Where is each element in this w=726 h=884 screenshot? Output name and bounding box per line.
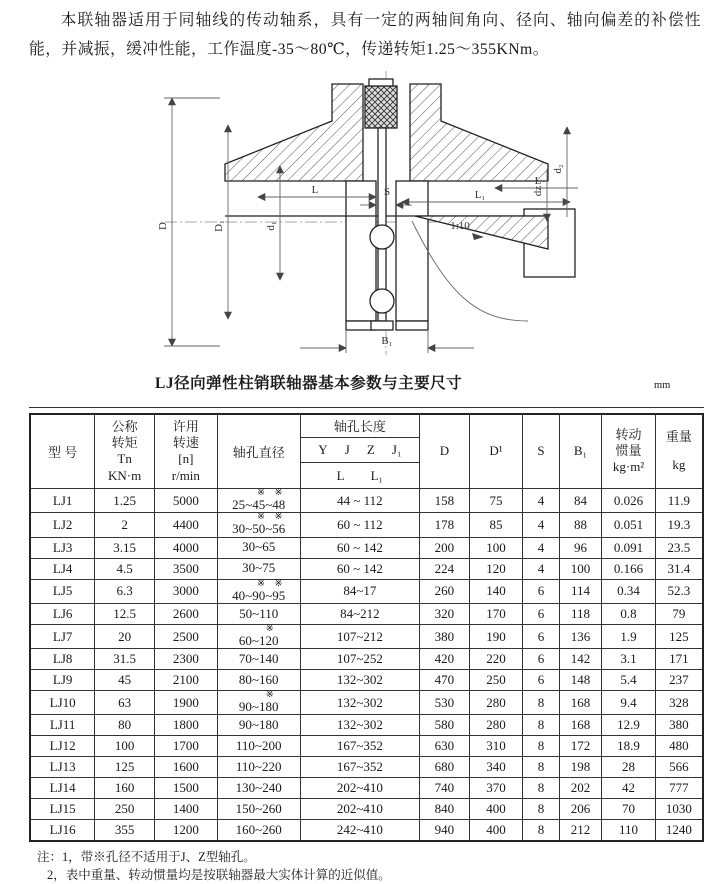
cell-bore — [217, 558, 300, 579]
cell-D: 158 — [420, 489, 470, 513]
bore-marks: ※ — [265, 623, 274, 634]
taper-wedge-section — [415, 216, 548, 249]
bore-value: 40~90~95 — [232, 587, 286, 603]
cell-length: 60 ~ 112 — [300, 513, 419, 537]
cell-D: 630 — [420, 736, 470, 757]
cell-speed: 1700 — [154, 736, 217, 757]
unit-label: mm — [654, 379, 671, 391]
cell-length: 84~17 — [300, 579, 419, 603]
cell-inertia: 18.9 — [602, 736, 656, 757]
cell-model: LJ2 — [30, 513, 95, 537]
cell-inertia: 5.4 — [602, 670, 656, 691]
cell-weight: 79 — [655, 603, 703, 624]
table-row — [30, 691, 703, 715]
cell-D1: 340 — [469, 757, 523, 778]
cell-speed: 3500 — [154, 558, 217, 579]
col-header-model: 型 号 — [30, 414, 95, 489]
cell-model: LJ15 — [30, 799, 95, 820]
cell-inertia: 12.9 — [602, 715, 656, 736]
cell-inertia: 0.026 — [602, 489, 656, 513]
bore-value: 130~240 — [235, 780, 282, 796]
cell-bore — [217, 579, 300, 603]
right-hub-foot — [396, 321, 428, 330]
cell-D: 200 — [420, 537, 470, 558]
table-row — [30, 715, 703, 736]
cell-model: LJ9 — [30, 670, 95, 691]
dim-label-L1: L₁ — [474, 188, 486, 201]
pin-cap — [369, 79, 393, 86]
cell-B1: 142 — [559, 649, 602, 670]
col-header-S: S — [523, 414, 559, 489]
cell-S: 4 — [523, 513, 559, 537]
table-row — [30, 778, 703, 799]
table-row — [30, 489, 703, 513]
cell-length: 60 ~ 142 — [300, 537, 419, 558]
cell-weight: 125 — [655, 624, 703, 648]
cell-model: LJ8 — [30, 649, 95, 670]
right-flange-section — [410, 84, 548, 181]
cell-speed: 1800 — [154, 715, 217, 736]
cell-bore — [217, 715, 300, 736]
bore-value: 80~160 — [238, 672, 279, 688]
cell-model: LJ11 — [30, 715, 95, 736]
cell-inertia: 0.8 — [602, 603, 656, 624]
cell-bore — [217, 799, 300, 820]
cell-D: 470 — [420, 670, 470, 691]
cell-D1: 280 — [469, 691, 523, 715]
cell-B1: 198 — [559, 757, 602, 778]
col-header-inertia: 转动 惯量 kg·m² — [602, 414, 656, 489]
cell-torque: 12.5 — [95, 603, 155, 624]
table-row — [30, 820, 703, 841]
cell-speed: 1500 — [154, 778, 217, 799]
cell-weight: 11.9 — [655, 489, 703, 513]
table-row — [30, 624, 703, 648]
cell-model: LJ10 — [30, 691, 95, 715]
cell-torque: 125 — [95, 757, 155, 778]
cell-weight: 380 — [655, 715, 703, 736]
cell-weight: 1240 — [655, 820, 703, 841]
cell-model: LJ12 — [30, 736, 95, 757]
cell-length: 44 ~ 112 — [300, 489, 419, 513]
cell-bore — [217, 603, 300, 624]
cell-model: LJ16 — [30, 820, 95, 841]
bore-marks: ※ — [265, 690, 274, 701]
col-header-weight: 重量 kg — [655, 414, 703, 489]
cell-length: 132~302 — [300, 715, 419, 736]
cell-D: 940 — [420, 820, 470, 841]
cell-speed: 2100 — [154, 670, 217, 691]
bore-value: 50~110 — [239, 605, 279, 621]
cell-B1: 114 — [559, 579, 602, 603]
cell-length: 84~212 — [300, 603, 419, 624]
bore-value: 160~260 — [235, 822, 282, 838]
bore-marks: ※ ※ — [256, 578, 283, 589]
cell-bore — [217, 736, 300, 757]
cell-B1: 84 — [559, 489, 602, 513]
footnotes — [37, 848, 704, 884]
cell-bore — [217, 670, 300, 691]
cell-B1: 100 — [559, 558, 602, 579]
cell-inertia: 0.166 — [602, 558, 656, 579]
cell-S: 4 — [523, 558, 559, 579]
cell-torque: 4.5 — [95, 558, 155, 579]
cell-inertia: 3.1 — [602, 649, 656, 670]
bore-value: 70~140 — [238, 651, 279, 667]
cell-weight: 480 — [655, 736, 703, 757]
table-title: LJ径向弹性柱销联轴器基本参数与主要尺寸 — [155, 374, 463, 392]
cell-D1: 400 — [469, 799, 523, 820]
elastic-ring-lower — [370, 289, 394, 313]
col-header-length-types: Y J Z J₁ — [300, 438, 419, 463]
cell-model: LJ3 — [30, 537, 95, 558]
dim-label-L-right: L — [534, 174, 542, 187]
bore-marks: ※ ※ — [256, 512, 283, 523]
cell-inertia: 0.091 — [602, 537, 656, 558]
dim-label-S: S — [383, 185, 391, 198]
cell-model: LJ14 — [30, 778, 95, 799]
parameters-table — [29, 413, 704, 842]
cell-model: LJ6 — [30, 603, 95, 624]
cell-S: 4 — [523, 537, 559, 558]
cell-D: 840 — [420, 799, 470, 820]
cell-torque: 20 — [95, 624, 155, 648]
table-top-rule — [29, 407, 704, 408]
dim-label-d2: d₂ — [552, 163, 564, 174]
cell-B1: 168 — [559, 691, 602, 715]
table-row — [30, 513, 703, 537]
cell-D1: 250 — [469, 670, 523, 691]
table-row — [30, 537, 703, 558]
cell-S: 8 — [523, 736, 559, 757]
cell-length: 132~302 — [300, 691, 419, 715]
cell-S: 6 — [523, 624, 559, 648]
intro-paragraph: 本联轴器适用于同轴线的传动轴系，具有一定的两轴间角向、径向、轴向偏差的补偿性能，并减振，缓冲性能，工作温度-35～80℃，传递转矩1.25～355KNm。 — [29, 12, 701, 58]
footnote-1: 注：1，带※孔径不适用于J、Z型轴孔。 — [37, 849, 256, 864]
cell-D1: 310 — [469, 736, 523, 757]
bore-value: 30~75 — [242, 560, 276, 576]
cell-bore — [217, 691, 300, 715]
cell-S: 6 — [523, 603, 559, 624]
cell-torque: 3.15 — [95, 537, 155, 558]
dim-label-d1: d₁ — [265, 220, 277, 231]
bore-marks: ※ ※ — [256, 488, 283, 498]
col-header-B1: B₁ — [559, 414, 602, 489]
cell-weight: 23.5 — [655, 537, 703, 558]
cell-D: 320 — [420, 603, 470, 624]
cell-B1: 118 — [559, 603, 602, 624]
cell-speed: 1900 — [154, 691, 217, 715]
cell-D1: 75 — [469, 489, 523, 513]
cell-D1: 400 — [469, 820, 523, 841]
table-row — [30, 670, 703, 691]
dim-label-D: D — [157, 221, 169, 230]
col-header-length-group: 轴孔长度 — [300, 414, 419, 438]
cell-B1: 168 — [559, 715, 602, 736]
bore-value: 30~65 — [242, 539, 276, 555]
cell-weight: 19.3 — [655, 513, 703, 537]
cell-torque: 2 — [95, 513, 155, 537]
cell-inertia: 28 — [602, 757, 656, 778]
col-header-speed: 许用 转速 [n] r/min — [154, 414, 217, 489]
cell-D1: 280 — [469, 715, 523, 736]
cell-D: 260 — [420, 579, 470, 603]
cell-model: LJ4 — [30, 558, 95, 579]
cell-B1: 148 — [559, 670, 602, 691]
cell-length: 132~302 — [300, 670, 419, 691]
bore-value: 30~50~56 — [232, 521, 286, 537]
cell-D1: 370 — [469, 778, 523, 799]
cell-B1: 202 — [559, 778, 602, 799]
cell-length: 167~352 — [300, 757, 419, 778]
cell-weight: 237 — [655, 670, 703, 691]
cell-speed: 4000 — [154, 537, 217, 558]
table-header — [30, 414, 703, 489]
cell-bore — [217, 778, 300, 799]
cell-S: 8 — [523, 778, 559, 799]
dim-label-D1: D₁ — [213, 219, 225, 232]
taper-arrow — [472, 233, 484, 240]
cell-inertia: 42 — [602, 778, 656, 799]
elastic-ring-upper — [370, 225, 394, 249]
col-header-torque: 公称 转矩 Tn KN·m — [95, 414, 155, 489]
bore-value: 90~180 — [238, 717, 279, 733]
cell-S: 6 — [523, 579, 559, 603]
cell-bore — [217, 820, 300, 841]
cell-length: 107~252 — [300, 649, 419, 670]
col-header-length-symbols: L L₁ — [300, 463, 419, 489]
cell-D: 740 — [420, 778, 470, 799]
cell-D1: 190 — [469, 624, 523, 648]
pin-foot — [371, 321, 393, 330]
cell-weight: 777 — [655, 778, 703, 799]
table-row — [30, 579, 703, 603]
table-row — [30, 757, 703, 778]
cell-length: 60 ~ 142 — [300, 558, 419, 579]
table-row — [30, 649, 703, 670]
cell-S: 6 — [523, 670, 559, 691]
cell-weight: 31.4 — [655, 558, 703, 579]
cell-D: 420 — [420, 649, 470, 670]
cell-length: 107~212 — [300, 624, 419, 648]
cell-S: 4 — [523, 489, 559, 513]
cell-model: LJ7 — [30, 624, 95, 648]
cell-inertia: 0.051 — [602, 513, 656, 537]
cell-bore — [217, 489, 300, 513]
coupling-drawing — [150, 69, 580, 359]
cell-D: 224 — [420, 558, 470, 579]
cell-B1: 172 — [559, 736, 602, 757]
cell-model: LJ1 — [30, 489, 95, 513]
cell-speed: 4400 — [154, 513, 217, 537]
cell-D1: 220 — [469, 649, 523, 670]
cell-weight: 566 — [655, 757, 703, 778]
cell-B1: 136 — [559, 624, 602, 648]
cell-B1: 212 — [559, 820, 602, 841]
cell-bore — [217, 537, 300, 558]
dim-label-L-left: L — [311, 183, 319, 196]
cell-torque: 250 — [95, 799, 155, 820]
cell-torque: 160 — [95, 778, 155, 799]
cell-S: 8 — [523, 715, 559, 736]
cell-torque: 45 — [95, 670, 155, 691]
cell-speed: 3000 — [154, 579, 217, 603]
cell-D1: 85 — [469, 513, 523, 537]
cell-torque: 80 — [95, 715, 155, 736]
table-row — [30, 799, 703, 820]
cell-speed: 1600 — [154, 757, 217, 778]
cell-inertia: 110 — [602, 820, 656, 841]
cell-torque: 31.5 — [95, 649, 155, 670]
cell-D: 580 — [420, 715, 470, 736]
cell-torque: 1.25 — [95, 489, 155, 513]
cell-bore — [217, 649, 300, 670]
cell-speed: 2300 — [154, 649, 217, 670]
cell-speed: 2500 — [154, 624, 217, 648]
footnote-2: 2，表中重量、转动惯量均是按联轴器最大实体计算的近似值。 — [47, 868, 391, 883]
cell-weight: 328 — [655, 691, 703, 715]
dim-label-dz: dz — [532, 185, 544, 196]
cell-inertia: 9.4 — [602, 691, 656, 715]
cell-length: 167~352 — [300, 736, 419, 757]
cell-S: 8 — [523, 757, 559, 778]
bore-value: 110~220 — [235, 759, 282, 775]
table-body — [30, 489, 703, 841]
table-title-row — [29, 371, 704, 393]
cell-bore — [217, 757, 300, 778]
cell-weight: 1030 — [655, 799, 703, 820]
cell-S: 8 — [523, 820, 559, 841]
cell-D1: 170 — [469, 603, 523, 624]
cell-S: 8 — [523, 691, 559, 715]
table-row — [30, 603, 703, 624]
cell-D1: 120 — [469, 558, 523, 579]
cell-model: LJ13 — [30, 757, 95, 778]
cell-inertia: 0.34 — [602, 579, 656, 603]
bore-value: 60~120 — [238, 632, 279, 648]
cell-bore — [217, 513, 300, 537]
col-header-D: D — [420, 414, 470, 489]
bore-value: 90~180 — [238, 699, 279, 715]
bore-value: 110~200 — [235, 738, 282, 754]
cell-length: 202~410 — [300, 799, 419, 820]
table-row — [30, 736, 703, 757]
cell-D: 680 — [420, 757, 470, 778]
cell-D: 178 — [420, 513, 470, 537]
coupling-cross-section-svg — [150, 69, 580, 359]
cell-bore — [217, 624, 300, 648]
bore-value: 150~260 — [235, 801, 282, 817]
cell-B1: 88 — [559, 513, 602, 537]
table-row — [30, 558, 703, 579]
cell-speed: 1400 — [154, 799, 217, 820]
cell-B1: 96 — [559, 537, 602, 558]
cell-speed: 2600 — [154, 603, 217, 624]
col-header-bore: 轴孔直径 — [217, 414, 300, 489]
cell-S: 6 — [523, 649, 559, 670]
cell-S: 8 — [523, 799, 559, 820]
cell-D: 380 — [420, 624, 470, 648]
cell-torque: 100 — [95, 736, 155, 757]
cell-D: 530 — [420, 691, 470, 715]
left-flange-section — [225, 84, 363, 181]
cell-inertia: 70 — [602, 799, 656, 820]
cell-length: 202~410 — [300, 778, 419, 799]
cell-weight: 52.3 — [655, 579, 703, 603]
cell-weight: 171 — [655, 649, 703, 670]
bore-value: 25~45~48 — [232, 497, 286, 512]
cell-torque: 63 — [95, 691, 155, 715]
dim-label-B1: B₁ — [381, 334, 393, 347]
cell-model: LJ5 — [30, 579, 95, 603]
cell-torque: 355 — [95, 820, 155, 841]
cell-length: 242~410 — [300, 820, 419, 841]
cell-D1: 140 — [469, 579, 523, 603]
cell-D1: 100 — [469, 537, 523, 558]
cell-torque: 6.3 — [95, 579, 155, 603]
knurled-pin-sleeve — [365, 86, 397, 128]
cell-speed: 1200 — [154, 820, 217, 841]
taper-label: 1:10 — [450, 219, 470, 232]
cell-inertia: 1.9 — [602, 624, 656, 648]
col-header-D1: D¹ — [469, 414, 523, 489]
cell-speed: 5000 — [154, 489, 217, 513]
cell-B1: 206 — [559, 799, 602, 820]
